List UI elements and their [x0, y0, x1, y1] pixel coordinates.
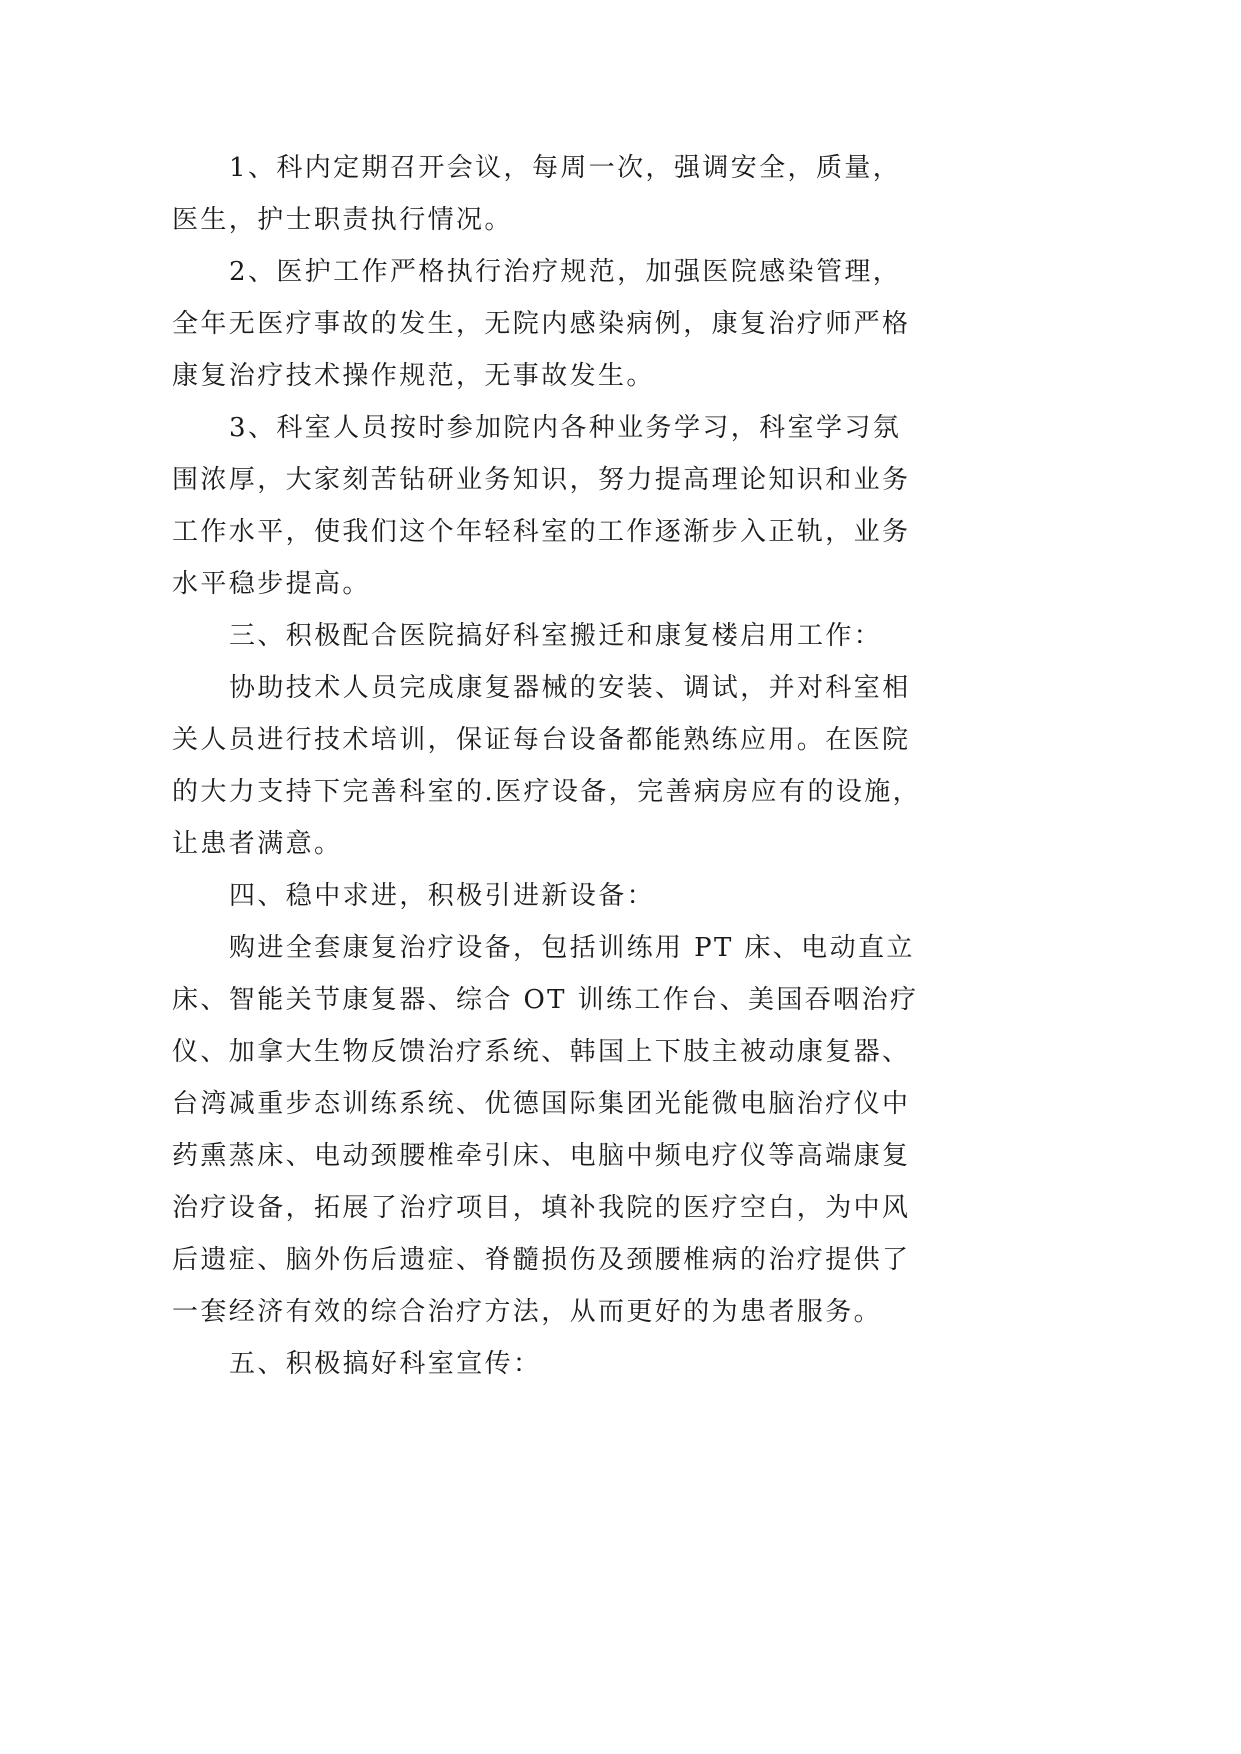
- paragraph-item-3-learning: [172, 402, 992, 610]
- paragraph-equipment: [172, 922, 992, 1338]
- text-line: 药熏蒸床、电动颈腰椎牵引床、电脑中频电疗仪等高端康复: [172, 1141, 911, 1171]
- paragraph-item-2-safety: [172, 246, 992, 402]
- section-heading-text: 三、积极配合医院搞好科室搬迁和康复楼启用工作：: [229, 621, 883, 651]
- section-heading-text: 五、积极搞好科室宣传：: [229, 1349, 542, 1379]
- text-line: 一套经济有效的综合治疗方法，从而更好的为患者服务。: [172, 1297, 883, 1327]
- section-heading-text: 四、稳中求进，积极引进新设备：: [229, 881, 656, 911]
- text-line: 让患者满意。: [172, 829, 343, 859]
- section-heading-5: [172, 1338, 992, 1390]
- text-line: 购进全套康复治疗设备，包括训练用 PT 床、电动直立: [229, 933, 915, 963]
- text-line: 工作水平，使我们这个年轻科室的工作逐渐步入正轨，业务: [172, 517, 911, 547]
- text-line: 后遗症、脑外伤后遗症、脊髓损伤及颈腰椎病的治疗提供了: [172, 1245, 911, 1275]
- text-line: 水平稳步提高。: [172, 569, 371, 599]
- text-line: 2、医护工作严格执行治疗规范，加强医院感染管理，: [229, 257, 902, 287]
- text-line: 全年无医疗事故的发生，无院内感染病例，康复治疗师严格: [172, 309, 911, 339]
- paragraph-relocation: [172, 662, 992, 870]
- text-line: 治疗设备，拓展了治疗项目，填补我院的医疗空白，为中风: [172, 1193, 911, 1223]
- text-line: 3、科室人员按时参加院内各种业务学习，科室学习氛: [229, 413, 902, 443]
- text-line: 围浓厚，大家刻苦钻研业务知识，努力提高理论知识和业务: [172, 465, 911, 495]
- text-line: 仪、加拿大生物反馈治疗系统、韩国上下肢主被动康复器、: [172, 1037, 911, 1067]
- text-line: 床、智能关节康复器、综合 OT 训练工作台、美国吞咽治疗: [172, 985, 919, 1015]
- paragraph-item-1-meetings: [172, 142, 992, 246]
- text-line: 关人员进行技术培训，保证每台设备都能熟练应用。在医院: [172, 725, 911, 755]
- text-line: 康复治疗技术操作规范，无事故发生。: [172, 361, 655, 391]
- text-line: 协助技术人员完成康复器械的安装、调试，并对科室相: [229, 673, 911, 703]
- text-line: 台湾减重步态训练系统、优德国际集团光能微电脑治疗仪中: [172, 1089, 911, 1119]
- section-heading-3: [172, 610, 992, 662]
- document-page: [172, 142, 992, 1390]
- text-line: 1、科内定期召开会议，每周一次，强调安全，质量，: [229, 153, 902, 183]
- text-line: 的大力支持下完善科室的.医疗设备，完善病房应有的设施，: [172, 777, 922, 807]
- section-heading-4: [172, 870, 992, 922]
- text-line: 医生，护士职责执行情况。: [172, 205, 513, 235]
